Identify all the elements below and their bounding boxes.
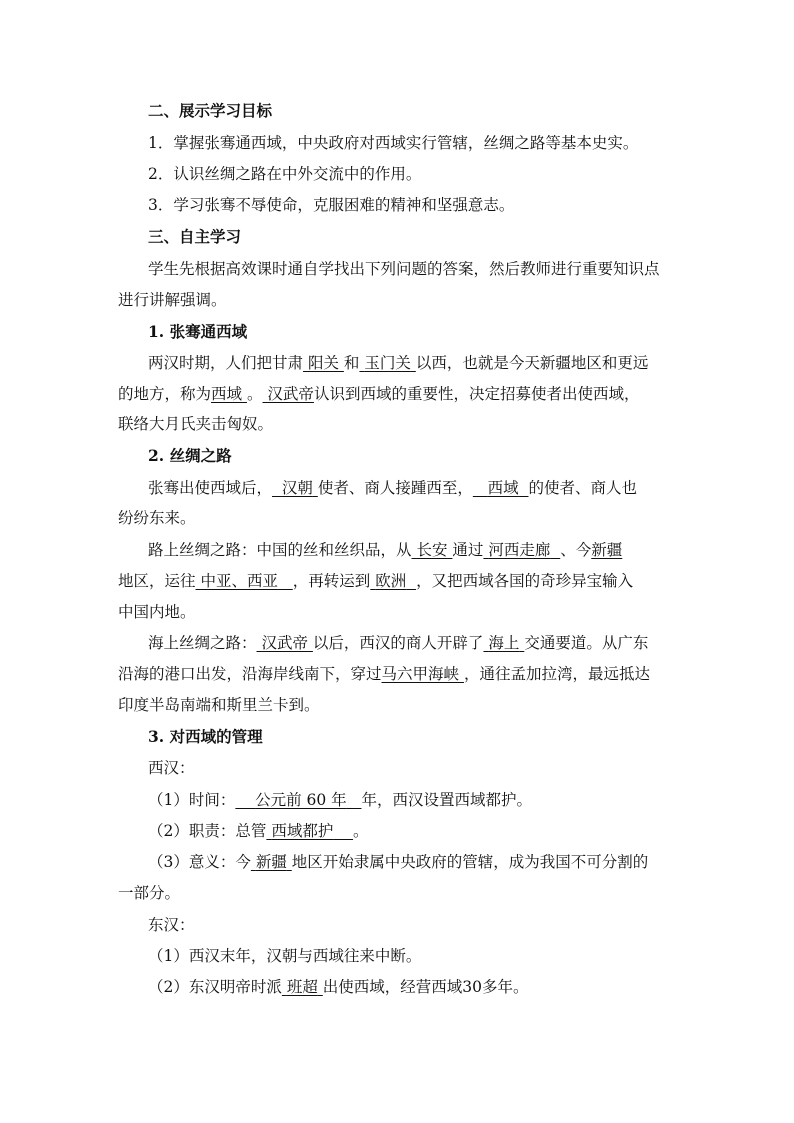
answer-blank: 西域都护 [271, 822, 334, 840]
text-run: ，通往孟加拉湾，最远抵达 [463, 665, 650, 683]
answer-blank: 新疆 [591, 541, 623, 559]
paragraph-line: 中国内地。 [118, 603, 196, 621]
text-run: ，再转运到 [292, 572, 371, 590]
paragraph-line: 进行讲解强调。 [118, 291, 227, 309]
text-run: （2）东汉明帝时派 [148, 978, 282, 996]
text-run: 地区开始隶属中央政府的管辖，成为我国不可分割的 [291, 853, 649, 871]
text-run: ，又把西域各国的奇珍异宝输入 [416, 572, 634, 590]
objective-item: 2．认识丝绸之路在中外交流中的作用。 [148, 165, 422, 183]
objective-item: 1．掌握张骞通西域，中央政府对西域实行管辖，丝绸之路等基本史实。 [148, 134, 639, 152]
answer-blank: 马六甲海峡 [381, 665, 460, 683]
text-run: 地区，运往 [118, 572, 196, 590]
paragraph-line: 东汉： [148, 916, 195, 934]
paragraph-line: 西汉： [148, 759, 195, 777]
answer-blank: 汉朝 [281, 479, 313, 497]
text-run: 海上丝绸之路： [148, 634, 257, 652]
answer-blank: 阳关 [307, 354, 339, 372]
answer-blank: 玉门关 [364, 354, 411, 372]
paragraph-line [148, 353, 708, 373]
text-run: 以西，也就是今天新疆地区和更远 [415, 354, 649, 372]
answer-blank: 中亚、西亚 [200, 572, 278, 590]
paragraph-line [148, 478, 708, 498]
paragraph-line [118, 384, 678, 404]
text-run: 张骞出使西域后， [148, 479, 273, 497]
paragraph-line: 印度半岛南端和斯里兰卡到。 [118, 696, 320, 714]
text-run: 以后，西汉的商人开辟了 [312, 634, 484, 652]
text-run: 路上丝绸之路：中国的丝和丝织品，从 [148, 541, 412, 559]
text-run: （1）时间： [148, 791, 236, 809]
text-run: 使者、商人接踵西至， [317, 479, 473, 497]
answer-blank: 长安 [416, 541, 448, 559]
paragraph-line [148, 977, 708, 997]
answer-blank: 河西走廊 [488, 541, 551, 559]
text-run: （2）职责：总管 [148, 822, 267, 840]
text-run: 交通要道。从广东 [524, 634, 649, 652]
text-run: 。 [246, 385, 263, 403]
paragraph-line [148, 790, 708, 810]
text-run: 的使者、商人也 [528, 479, 638, 497]
answer-blank: 班超 [286, 978, 318, 996]
subsection-heading: 3. 对西域的管理 [148, 727, 263, 746]
objective-item: 3．学习张骞不辱使命，克服困难的精神和坚强意志。 [148, 196, 515, 214]
text-run: 、今 [560, 541, 592, 559]
paragraph-line: 一部分。 [118, 884, 181, 902]
answer-blank: 西域 [487, 479, 519, 497]
text-run: 和 [343, 354, 360, 372]
answer-blank: 新疆 [255, 853, 287, 871]
answer-blank: 汉武帝 [261, 634, 308, 652]
answer-blank: 海上 [488, 634, 520, 652]
paragraph-line [148, 852, 708, 872]
text-run: 认识到西域的重要性，决定招募使者出使西域， [313, 385, 640, 403]
section-heading: 三、自主学习 [148, 227, 242, 246]
paragraph-line: （1）西汉末年，汉朝与西域往来中断。 [148, 947, 422, 965]
text-run: 年，西汉设置西域都护。 [361, 791, 532, 809]
paragraph-line [148, 540, 708, 560]
paragraph-line [148, 821, 708, 841]
subsection-heading: 2. 丝绸之路 [148, 446, 232, 465]
subsection-heading: 1. 张骞通西域 [148, 322, 248, 341]
paragraph-line: 学生先根据高效课时通自学找出下列问题的答案，然后教师进行重要知识点 [148, 260, 660, 278]
answer-blank: 汉武帝 [267, 385, 314, 403]
paragraph-line: 纷纷东来。 [118, 509, 196, 527]
answer-blank: 西域 [211, 385, 243, 403]
text-run: 两汉时期，人们把甘肃 [148, 354, 304, 372]
answer-blank: 公元前 60 年 [255, 791, 347, 809]
text-run: 。 [353, 822, 369, 840]
paragraph-line [118, 664, 678, 684]
text-run: 出使西域，经营西域30多年。 [322, 978, 529, 996]
text-run: （3）意义：今 [148, 853, 251, 871]
answer-blank: 欧洲 [375, 572, 407, 590]
text-run: 的地方，称为 [118, 385, 212, 403]
paragraph-line: 联络大月氏夹击匈奴。 [118, 415, 274, 433]
paragraph-line [118, 571, 678, 591]
text-run: 通过 [452, 541, 484, 559]
section-heading: 二、展示学习目标 [148, 101, 273, 120]
text-run: 沿海的港口出发，沿海岸线南下，穿过 [118, 665, 382, 683]
paragraph-line [148, 633, 708, 653]
